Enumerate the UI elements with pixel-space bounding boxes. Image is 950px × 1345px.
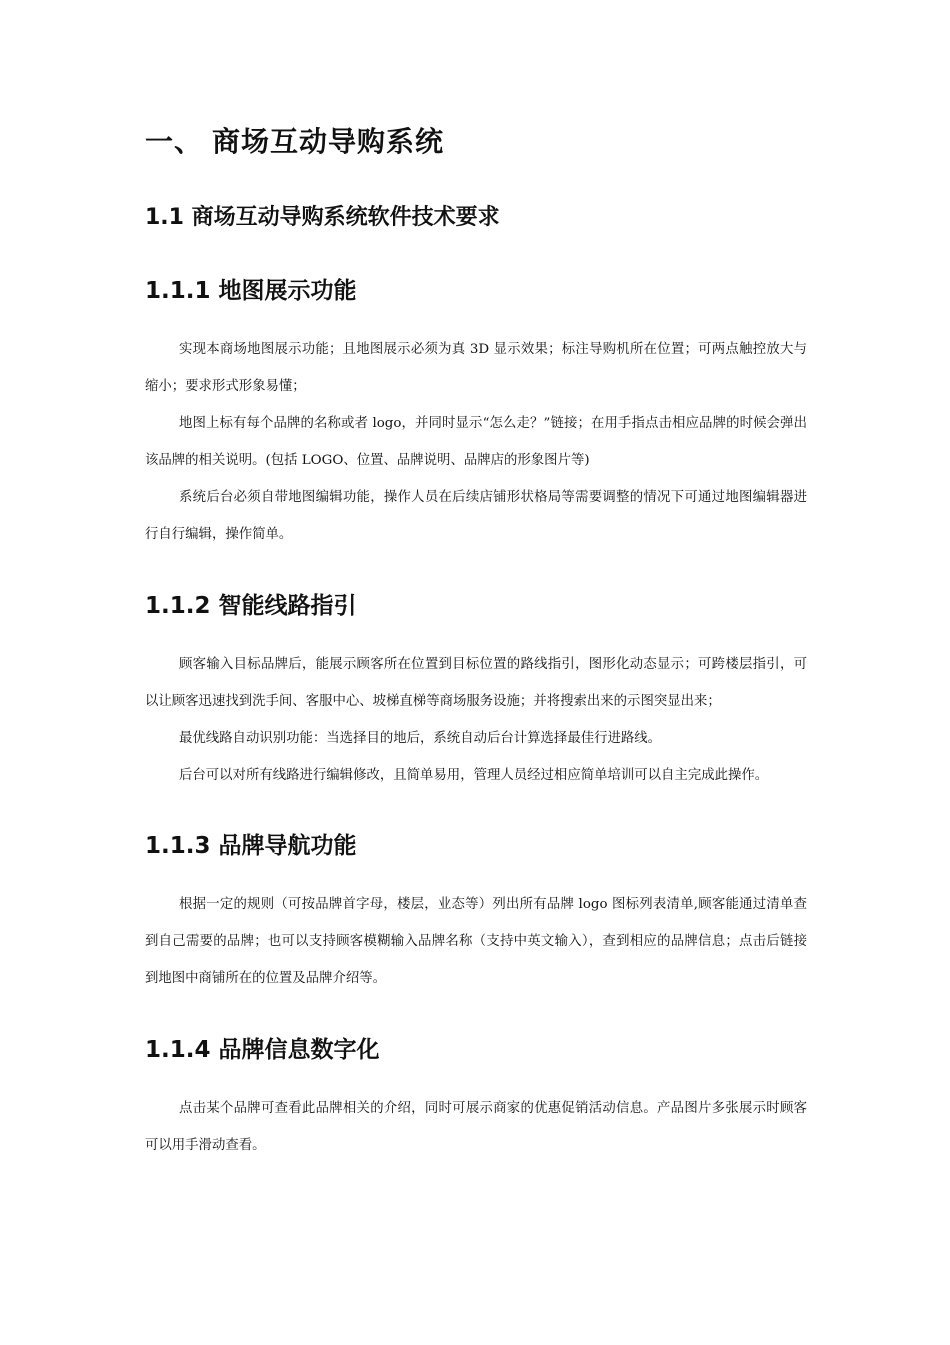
subsection-heading-brand-digitization: 1.1.4 品牌信息数字化 [145,1037,380,1063]
paragraph: 实现本商场地图展示功能；且地图展示必须为真 3D 显示效果；标注导购机所在位置；可两点触控放大与缩小；要求形式形象易懂； [145,342,807,394]
chapter-title: 商场互动导购系统 [212,125,445,158]
paragraph: 地图上标有每个品牌的名称或者 logo，并同时显示“怎么走？”链接；在用手指点击相应品牌的时候会弹出该品牌的相关说明。(包括 LOGO、位置、品牌说明、品牌店的形象图片等) [145,416,807,468]
subsection-heading-brand-navigation: 1.1.3 品牌导航功能 [145,833,357,859]
paragraph: 根据一定的规则（可按品牌首字母，楼层，业态等）列出所有品牌 logo 图标列表清单,顾客能通过清单查到自己需要的品牌；也可以支持顾客模糊输入品牌名称（支持中英文输入），查到相应的品牌信息；点击后链接到地图中商铺所在的位置及品牌介绍等。 [145,897,807,986]
subsection-heading-route-guidance: 1.1.2 智能线路指引 [145,593,357,619]
paragraph: 系统后台必须自带地图编辑功能，操作人员在后续店铺形状格局等需要调整的情况下可通过地图编辑器进行自行编辑，操作简单。 [145,490,807,542]
paragraph: 点击某个品牌可查看此品牌相关的介绍，同时可展示商家的优惠促销活动信息。产品图片多张展示时顾客可以用手滑动查看。 [145,1101,807,1153]
paragraph: 后台可以对所有线路进行编辑修改，且简单易用，管理人员经过相应简单培训可以自主完成此操作。 [179,768,769,783]
paragraph: 最优线路自动识别功能：当选择目的地后，系统自动后台计算选择最佳行进路线。 [179,731,662,746]
subsection-heading-map-display: 1.1.1 地图展示功能 [145,278,357,304]
section-heading: 1.1 商场互动导购系统软件技术要求 [145,205,500,230]
paragraph: 顾客输入目标品牌后，能展示顾客所在位置到目标位置的路线指引，图形化动态显示；可跨楼层指引，可以让顾客迅速找到洗手间、客服中心、坡梯直梯等商场服务设施；并将搜索出来的示图突显出来； [145,657,807,709]
chapter-number: 一、 [145,125,204,158]
chapter-heading [145,120,444,160]
